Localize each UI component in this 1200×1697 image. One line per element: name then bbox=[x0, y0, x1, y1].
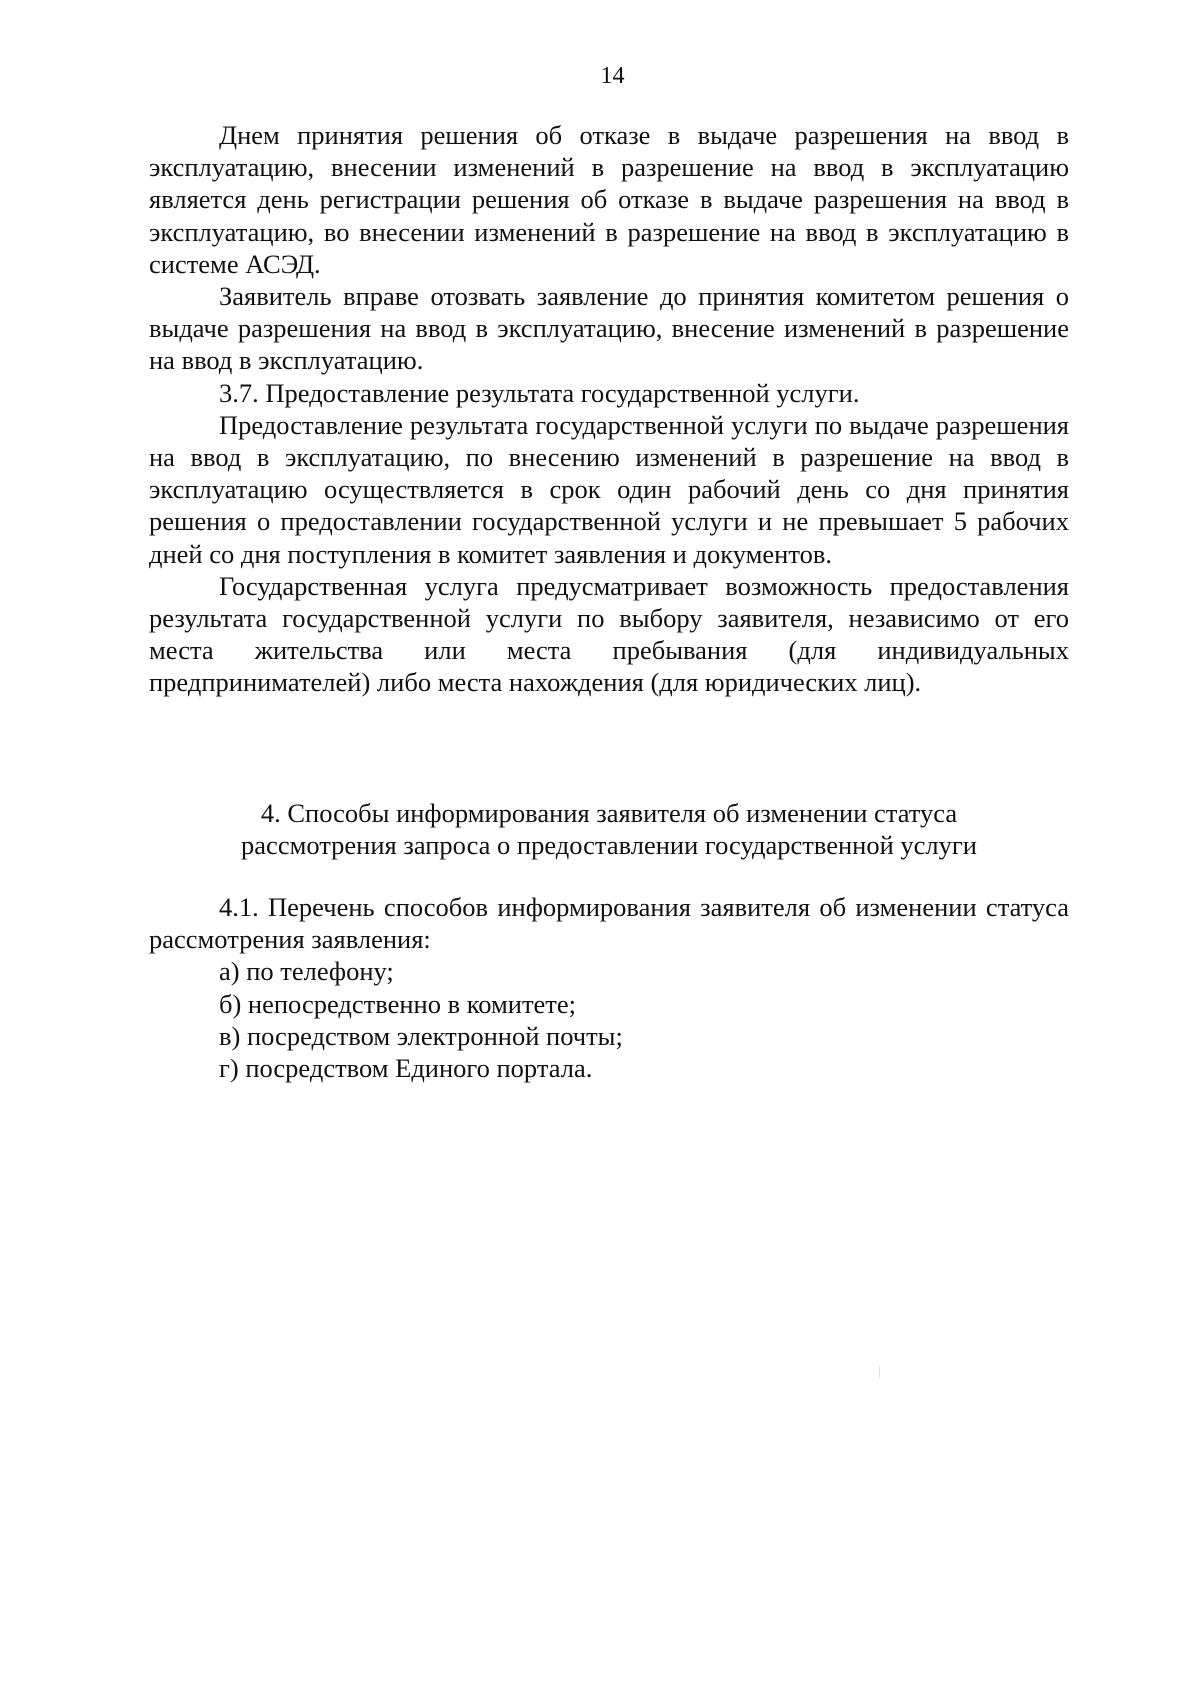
section-3-body bbox=[149, 119, 1069, 699]
section-4-heading-line-1: 4. Способы информирования заявителя об изменении статуса bbox=[260, 798, 958, 828]
section-4-body bbox=[149, 891, 1069, 1084]
page-number: 14 bbox=[600, 63, 625, 89]
list-item-portal: г) посредством Единого портала. bbox=[219, 1053, 593, 1084]
paragraph-3-7-heading: 3.7. Предоставление результата государственной услуги. bbox=[219, 377, 860, 408]
paragraph-result-delivery-choice: Государственная услуга предусматривает возможность предоставления результата государственной услуги по выбору заявителя, независимо от его места жительства или места пребывания (для индивидуальных предпринимателей) либо места нахождения (для юридических лиц). bbox=[149, 570, 1069, 698]
scan-artifact bbox=[879, 1366, 880, 1378]
list-item-committee: б) непосредственно в комитете; bbox=[219, 988, 576, 1019]
paragraph-result-deadline: Предоставление результата государственной услуги по выдаче разрешения на ввод в эксплуатацию, по внесению изменений в разрешение на ввод в эксплуатацию осуществляется в срок один рабочий день со дня принятия решения о предоставлении государственной услуги и не превышает 5 рабочих дней со дня поступления в комитет заявления и документов. bbox=[149, 409, 1069, 569]
paragraph-rejection-date: Днем принятия решения об отказе в выдаче разрешения на ввод в эксплуатацию, внесении изменений в разрешение на ввод в эксплуатацию является день регистрации решения об отказе в выдаче разрешения на ввод в эксплуатацию, во внесении изменений в разрешение на ввод в эксплуатацию в системе АСЭД. bbox=[149, 120, 1069, 279]
section-4-heading bbox=[149, 797, 1069, 861]
section-4-heading-line-2: рассмотрения запроса о предоставлении государственной услуги bbox=[241, 830, 977, 861]
list-item-email: в) посредством электронной почты; bbox=[219, 1020, 623, 1051]
paragraph-application-withdrawal: Заявитель вправе отозвать заявление до принятия комитетом решения о выдаче разрешения на ввод в эксплуатацию, внесение изменений в разрешение на ввод в эксплуатацию. bbox=[149, 281, 1069, 376]
paragraph-4-1-intro: 4.1. Перечень способов информирования заявителя об изменении статуса рассмотрения заявления: bbox=[149, 892, 1069, 955]
list-item-phone: а) по телефону; bbox=[219, 956, 394, 987]
